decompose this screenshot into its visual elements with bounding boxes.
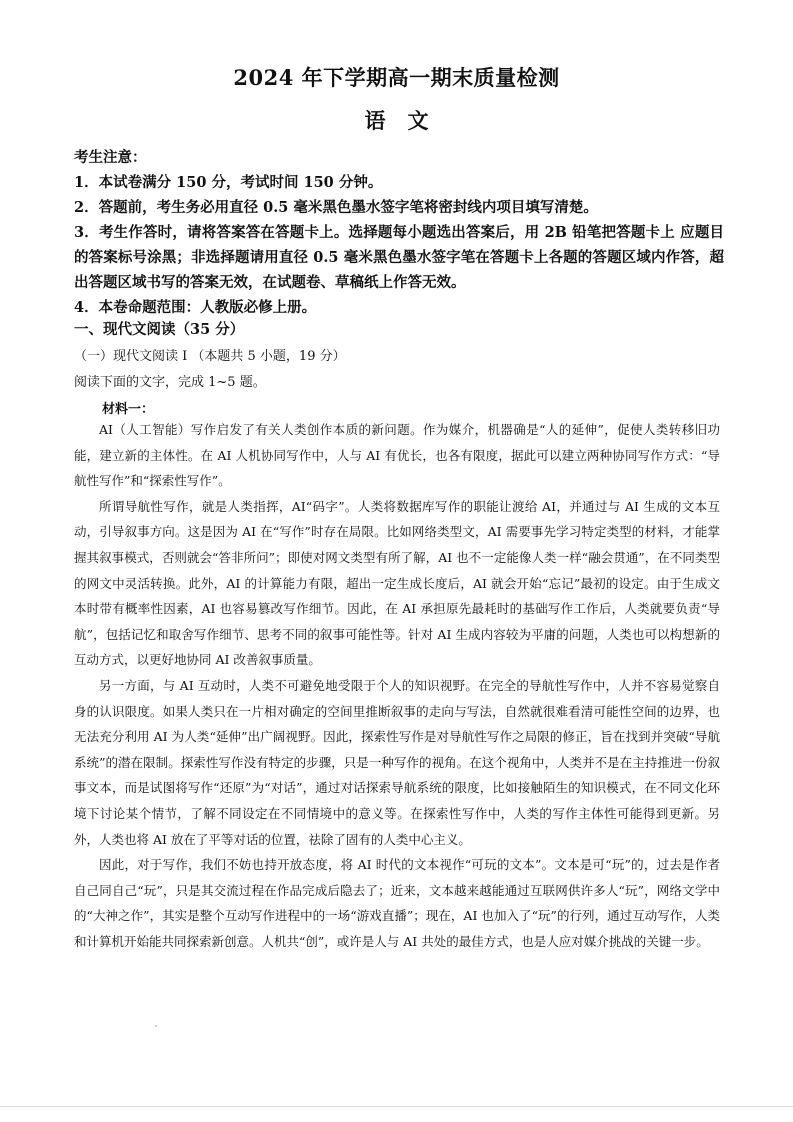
- notice-heading: 考生注意：: [74, 149, 147, 166]
- page-bottom-divider: [0, 1106, 793, 1107]
- passage-paragraph: 另一方面，与 AI 互动时，人类不可避免地受限于个人的知识视野。在完全的导航性写作中，人并不容易觉察自身的认识限度。如果人类只在一片相对确定的空间里推断叙事的走向与写法，自然就很难看清可能性空间的边界，也无法充分利用 AI 为人类“延伸”出广阔视野。因此，探索性写作是对导航性写作之局限的修正，旨在找到并突破“导航系统”的潜在限制。探索性写作没有特定的步骤，只是一种写作的视角。在这个视角中，人类并不是在主持推进一份叙事文本，而是试图将写作“还原”为“对话”，通过对话探索导航系统的限度，比如接触陌生的知识模式，在不同文化环境下讨论某个情节，了解不同设定在不同情境中的意义等。在探索性写作中，人类的写作主体性可能得到更新。另外，人类也将 AI 放在了平等对话的位置，祛除了固有的人类中心主义。: [74, 677, 720, 847]
- candidate-notice: [74, 145, 724, 320]
- reading-instruction: 阅读下面的文字，完成 1~5 题。: [74, 375, 266, 390]
- reading-passage: [74, 417, 720, 954]
- exam-title: 2024 年下学期高一期末质量检测: [233, 65, 560, 90]
- passage-paragraph: 因此，对于写作，我们不妨也持开放态度，将 AI 时代的文本视作“可玩的文本”。文本是可“玩”的，过去是作者自己同自己“玩”，只是其交流过程在作品完成后隐去了；近来，文本越来越能通过互联网供许多人“玩”，网络文学中的“大神之作”，其实是整个互动写作进程中的一场“游戏直播”；现在，AI 也加入了“玩”的行列，通过互动写作，人类和计算机开始能共同探索新创意。人机共“创”，或许是人与 AI 共处的最佳方式，也是人应对媒介挑战的关键一步。: [74, 857, 720, 949]
- passage-paragraph: AI（人工智能）写作启发了有关人类创作本质的新问题。作为媒介，机器确是“人的延伸”，促使人类转移旧功能，建立新的主体性。在 AI 人机协同写作中，人与 AI 有优长，也各有限度，据此可以建立两种协同写作方式：“导航性写作”和“探索性写作”。: [74, 422, 720, 489]
- notice-item: 2．答题前，考生务必用直径 0.5 毫米黑色墨水签字笔将密封线内项目填写清楚。: [74, 199, 598, 216]
- notice-item: 4．本卷命题范围：人教版必修上册。: [74, 299, 317, 316]
- scan-dot: [155, 1025, 157, 1027]
- section-heading: 一、现代文阅读（35 分）: [74, 321, 245, 338]
- notice-item: 1．本试卷满分 150 分，考试时间 150 分钟。: [74, 174, 383, 191]
- exam-subject: 语文: [364, 108, 451, 133]
- notice-item: 3．考生作答时，请将答案答在答题卡上。选择题每小题选出答案后，用 2B 铅笔把答题卡上 应题目的答案标号涂黑；非选择题请用直径 0.5 毫米黑色墨水签字笔在答题卡上各题的答题区域内作答，超出答题区域书写的答案无效，在试题卷、草稿纸上作答无效。: [74, 224, 724, 291]
- passage-paragraph: 所谓导航性写作，就是人类指挥，AI“码字”。人类将数据库写作的职能让渡给 AI，并通过与 AI 生成的文本互动，引导叙事方向。这是因为 AI 在“写作”时存在局限。比如网络类型文，AI 需要事先学习特定类型的材料，才能掌握其叙事模式，否则就会“答非所问”；即使对网文类型有所了解，AI 也不一定能像人类一样“融会贯通”，在不同类型的网文中灵活转换。此外，AI 的计算能力有限，超出一定生成长度后，AI 就会开始“忘记”最初的设定。由于生成文本时带有概率性因素，AI 也容易篡改写作细节。因此，在 AI 承担原先最耗时的基础写作工作后，人类就要负责“导航”，包括记忆和取舍写作细节、思考不同的叙事可能性等。针对 AI 生成内容较为平庸的问题，人类也可以构想新的互动方式，以更好地协同 AI 改善叙事质量。: [74, 498, 720, 668]
- material-title: 材料一：: [102, 402, 155, 417]
- subsection-heading: （一）现代文阅读 I （本题共 5 小题，19 分）: [74, 349, 346, 364]
